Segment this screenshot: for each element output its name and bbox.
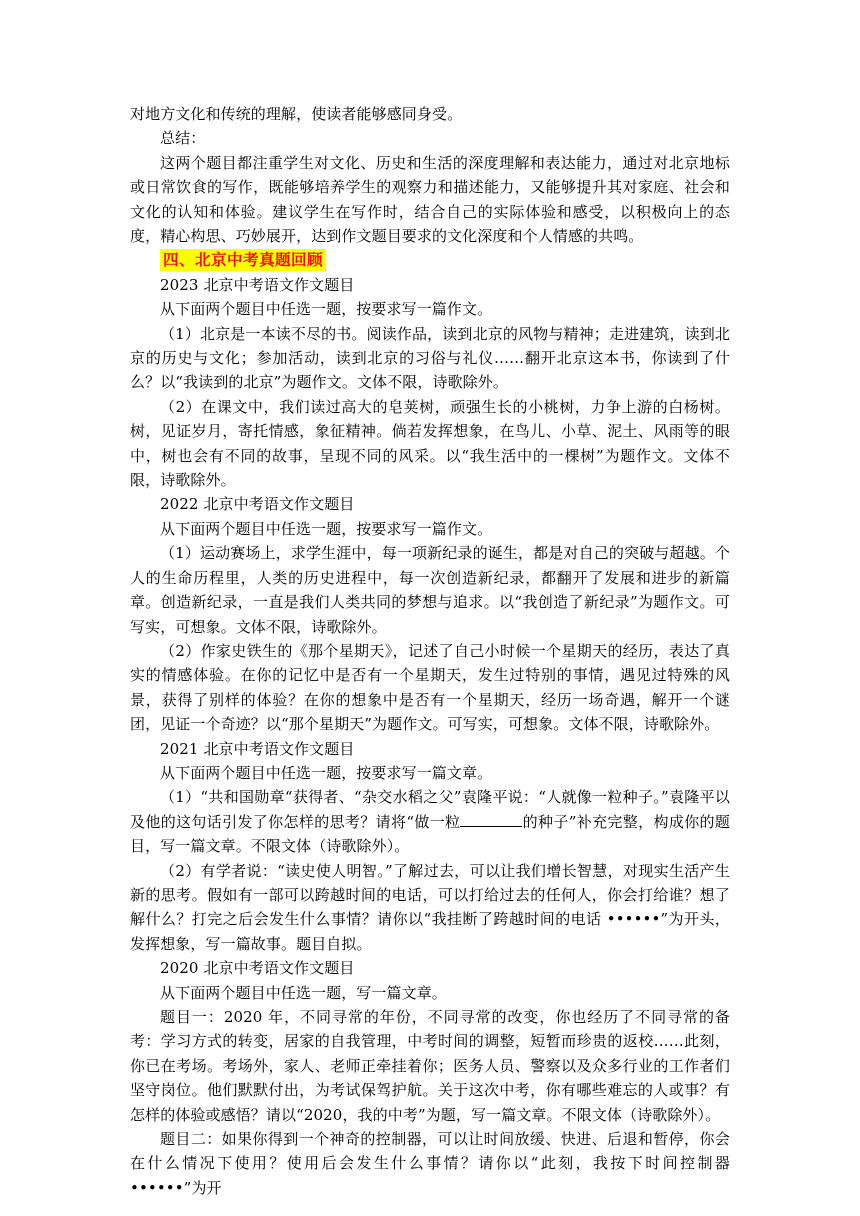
year-2022-title: 2022 北京中考语文作文题目 <box>160 495 355 514</box>
year-2021-topic-2: （2）有学者说：“读史使人明智。”了解过去，可以让我们增长智慧，对现实生活产生新的思考。假如有一部可以跨越时间的电话，可以打给过去的任何人，你会打给谁？想了解什么？打完之后会发生什么事情？请你以“我挂断了跨越时间的电话 ••••••”为开头，发挥想象，写一篇故事。题目自拟。 <box>130 861 730 953</box>
year-2020-topic-1: 题目一：2020 年，不同寻常的年份，不同寻常的改变，你也经历了不同寻常的备考：学习方式的转变，居家的自我管理，中考时间的调整，短暂而珍贵的返校……此刻，你已在考场。考场外，家人、老师正牵挂着你；医务人员、警察以及众多行业的工作者们坚守岗位。他们默默付出，为考试保驾护航。关于这次中考，你有哪些难忘的人或事？有怎样的体验或感悟？请以“2020，我的中考”为题，写一篇文章。不限文体（诗歌除外）。 <box>130 1008 730 1124</box>
summary-label: 总结： <box>160 129 206 148</box>
year-2022-topic-2: （2）作家史铁生的《那个星期天》，记述了自己小时候一个星期天的经历，表达了真实的情感体验。在你的记忆中是否有一个星期天，发生过特别的事情，遇见过特殊的风景，获得了别样的体验？在你的想象中是否有一个星期天，经历一场奇遇，解开一个谜团，见证一个奇迹？以“那个星期天”为题作文。可写实，可想象。文体不限，诗歌除外。 <box>130 641 730 734</box>
year-2023-topic-1: （1）北京是一本读不尽的书。阅读作品，读到北京的风物与精神；走进建筑，读到北京的历史与文化；参加活动，读到北京的习俗与礼仪……翻开北京这本书，你读到了什么？以“我读到的北京”为题作文。文体不限，诗歌除外。 <box>130 324 730 392</box>
year-2021-topic-1 <box>130 785 730 858</box>
section-heading: 四、北京中考真题回顾 <box>160 249 326 271</box>
year-2023-topic-2: （2）在课文中，我们读过高大的皂荚树，顽强生长的小桃树，力争上游的白杨树。树，见证岁月，寄托情感，象征精神。倘若发挥想象，在鸟儿、小草、泥土、风雨等的眼中，树也会有不同的故事，呈现不同的风采。以“我生活中的一棵树”为题作文。文体不限，诗歌除外。 <box>130 397 730 490</box>
intro-tail-paragraph: 对地方文化和传统的理解，使读者能够感同身受。 <box>130 105 463 123</box>
year-2020-title: 2020 北京中考语文作文题目 <box>160 959 355 978</box>
year-2023-instruction: 从下面两个题目中任选一题，按要求写一篇作文。 <box>160 300 493 319</box>
year-2021-instruction: 从下面两个题目中任选一题，按要求写一篇文章。 <box>160 763 493 782</box>
year-2021-topic-1-part-b: 的种子”补充完整，构成你的题目，写一篇文章。不限文体（诗歌除外）。 <box>130 812 730 856</box>
section-heading-row <box>130 248 730 272</box>
year-2020-topic-2: 题目二：如果你得到一个神奇的控制器，可以让时间放缓、快进、后退和暂停，你会在什么情况下使用？使用后会发生什么事情？请你以“此刻，我按下时间控制器 ••••••”为开 <box>130 1130 730 1197</box>
year-2022-instruction: 从下面两个题目中任选一题，按要求写一篇作文。 <box>160 519 493 538</box>
year-2022-topic-1: （1）运动赛场上，求学生涯中，每一项新纪录的诞生，都是对自己的突破与超越。个人的生命历程里，人类的历史进程中，每一次创造新纪录，都翻开了发展和进步的新篇章。创造新纪录，一直是我们人类共同的梦想与追求。以“我创造了新纪录”为题作文。可写实，可想象。文体不限，诗歌除外。 <box>130 544 730 636</box>
summary-paragraph: 这两个题目都注重学生对文化、历史和生活的深度理解和表达能力，通过对北京地标或日常饮食的写作，既能够培养学生的观察力和描述能力，又能够提升其对家庭、社会和文化的认知和体验。建议学生在写作时，结合自己的实际体验和感受，以积极向上的态度，精心构思、巧妙展开，达到作文题目要求的文化深度和个人情感的共鸣。 <box>130 153 730 246</box>
document-body <box>130 102 730 1200</box>
fill-in-blank-line <box>460 812 522 827</box>
year-2021-topic-1-part-a: （1）“共和国勋章“获得者、“杂交水稻之父”袁隆平说：“人就像一粒种子。”袁隆平以及他的这句话引发了你怎样的思考？请将“做一粒 <box>130 788 730 831</box>
year-2020-instruction: 从下面两个题目中任选一题，写一篇文章。 <box>160 983 447 1002</box>
year-2023-title: 2023 北京中考语文作文题目 <box>160 275 355 294</box>
year-2021-title: 2021 北京中考语文作文题目 <box>160 739 355 758</box>
